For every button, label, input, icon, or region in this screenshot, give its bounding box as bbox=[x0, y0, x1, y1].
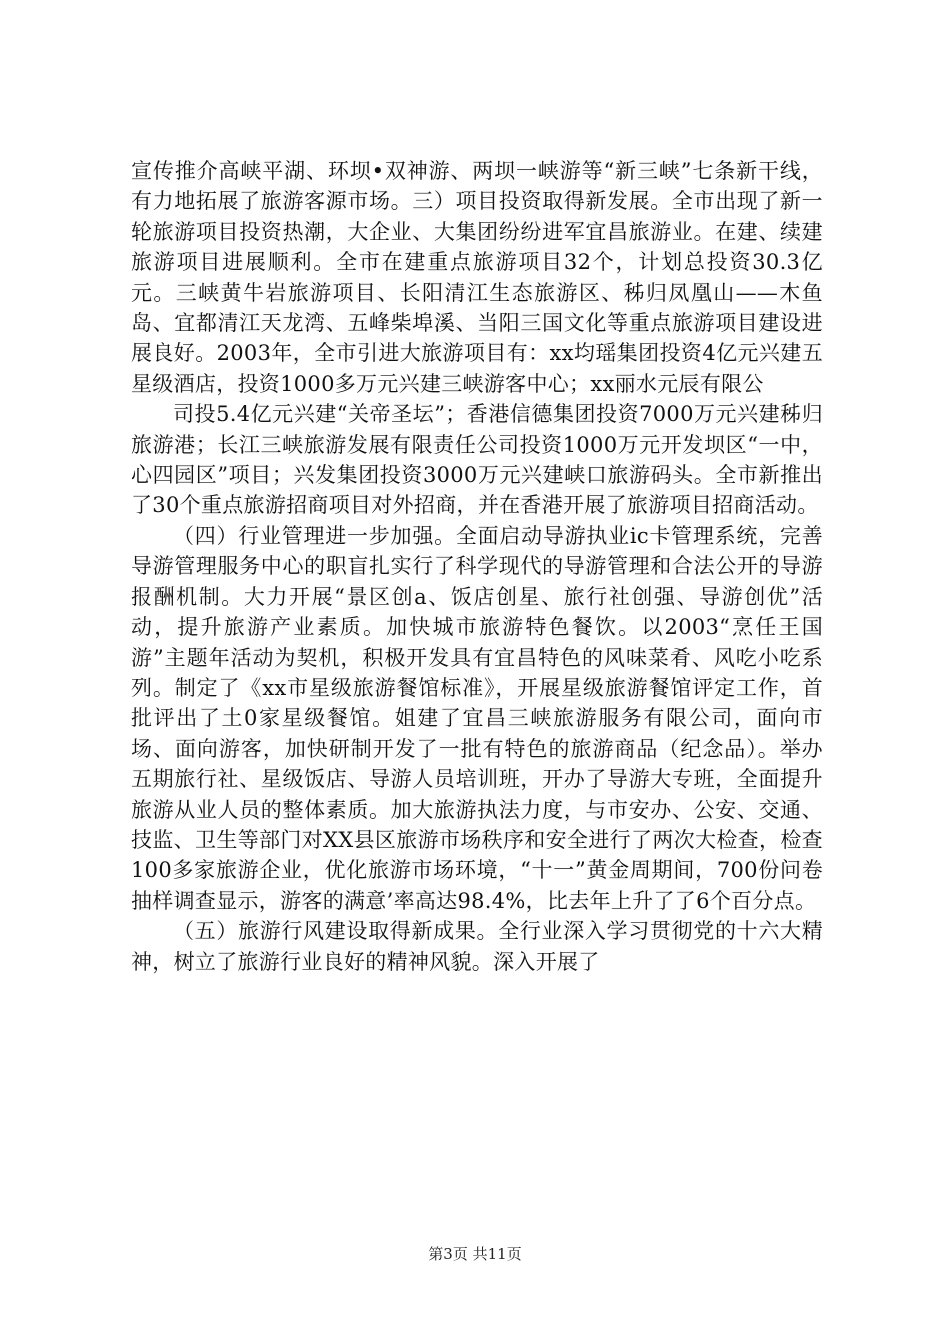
paragraph-investment: 司投5.4亿元兴建“关帝圣坛”；香港信德集团投资7000万元兴建秭归旅游港；长江三峡旅游发展有限责任公司投资1000万元开发坝区“一中，心四园区”项目；兴发集团投资3000万元兴建峡口旅游码头。全市新推出了30个重点旅游招商项目对外招商，并在香港开展了旅游项目招商活动。 bbox=[131, 402, 823, 518]
page-footer: 第3页 共11页 bbox=[428, 1245, 522, 1263]
paragraph-continuation: 宣传推介高峡平湖、环坝•双神游、两坝一峡游等“新三峡”七条新干线，有力地拓展了旅游客源市场。三）项目投资取得新发展。全市出现了新一轮旅游项目投资热潮，大企业、大集团纷纷进军宜昌旅游业。在建、续建旅游项目进展顺利。全市在建重点旅游项目32个，计划总投资30.3亿元。三峡黄牛岩旅游项目、长阳清江生态旅游区、秭归凤凰山——木鱼岛、宜都清江天龙湾、五峰柴埠溪、当阳三国文化等重点旅游项目建设进展良好。2003年，全市引进大旅游项目有：xx均瑶集团投资4亿元兴建五星级酒店，投资1000多万元兴建三峡游客中心；xx丽水元辰有限公 bbox=[131, 159, 823, 396]
paragraph-industry-management: （四）行业管理进一步加强。全面启动导游执业ic卡管理系统，完善导游管理服务中心的职盲扎实行了科学现代的导游管理和合法公开的导游报酬机制。大力开展“景区创a、饭店创星、旅行社创强、导游创优”活动，提升旅游产业素质。加快城市旅游特色餐饮。以2003“烹任王国游”主题年活动为契机，积极开发具有宜昌特色的风味菜肴、风吃小吃系列。制定了《xx市星级旅游餐馆标准》，开展星级旅游餐馆评定工作，首批评出了土0家星级餐馆。姐建了宜昌三峡旅游服务有限公司，面向市场、面向游客，加快研制开发了一批有特色的旅游商品（纪念品）。举办五期旅行社、星级饭店、导游人员培训班，开办了导游大专班，全面提升旅游从业人员的整体素质。加大旅游执法力度，与市安办、公安、交通、技监、卫生等部门对XX县区旅游市场秩序和安全进行了两次大检查，检查100多家旅游企业，优化旅游市场环境，“十一”黄金周期间，700份问卷抽样调查显示，游客的满意’率高达98.4%，比去年上升了了6个百分点。 bbox=[131, 523, 823, 913]
body-text bbox=[131, 156, 823, 977]
paragraph-industry-style: （五）旅游行风建设取得新成果。全行业深入学习贯彻党的十六大精神，树立了旅游行业良好的精神风貌。深入开展了 bbox=[131, 919, 823, 974]
